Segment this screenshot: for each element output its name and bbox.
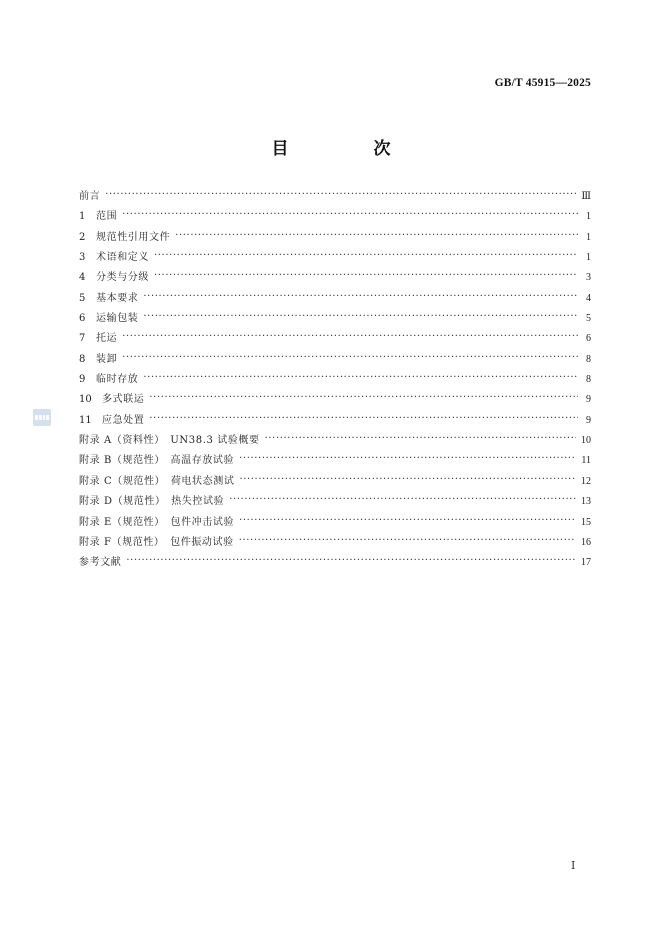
toc-entry-label: 附录 B（规范性） 高温存放试验	[79, 455, 235, 467]
toc-entry-number: 9	[79, 374, 86, 386]
toc-entry-page: 9	[586, 414, 591, 426]
toc-entry-page: 1	[586, 252, 591, 264]
toc-entry-5[interactable]	[79, 289, 591, 309]
toc-entry-label: 基本要求	[96, 292, 139, 304]
toc-entry-label: 术语和定义	[96, 252, 149, 264]
toc-entry-foreword[interactable]	[79, 187, 591, 207]
toc-leader-dots	[239, 474, 576, 484]
toc-entry-page: 4	[586, 292, 591, 304]
toc-leader-dots	[239, 453, 576, 463]
toc-leader-dots	[122, 209, 578, 219]
toc-entry-2[interactable]	[79, 228, 591, 248]
toc-leader-dots	[175, 230, 578, 240]
toc-entry-10[interactable]	[79, 390, 591, 410]
watermark-stamp	[33, 409, 51, 426]
toc-leader-dots	[229, 494, 576, 504]
toc-entry-9[interactable]	[79, 370, 591, 390]
toc-entry-bibliography[interactable]	[79, 553, 591, 573]
toc-leader-dots	[154, 270, 578, 280]
toc-entry-page: 1	[586, 231, 591, 243]
toc-entry-number: 10	[79, 394, 92, 406]
toc-entry-1[interactable]	[79, 207, 591, 227]
toc-leader-dots	[149, 413, 578, 423]
toc-entry-page: 8	[586, 353, 591, 365]
toc-entry-label: 参考文献	[79, 557, 122, 569]
toc-entry-label: 装卸	[96, 353, 118, 365]
toc-entry-page: 5	[586, 313, 591, 325]
toc-entry-page: 10	[581, 435, 591, 447]
toc-entry-page: 8	[586, 374, 591, 386]
toc-leader-dots	[239, 515, 576, 525]
toc-entry-page: Ⅲ	[581, 191, 591, 202]
toc-entry-label: 附录 A（资料性） UN38.3 试验概要	[79, 435, 260, 447]
toc-entry-number: 3	[79, 252, 86, 264]
toc-leader-dots	[105, 189, 576, 199]
toc-entry-page: 1	[586, 211, 591, 223]
toc-entry-number: 2	[79, 231, 86, 243]
toc-entry-page: 17	[581, 557, 591, 569]
toc-entry-label: 附录 F（规范性） 包件振动试验	[79, 536, 234, 548]
toc-entry-8[interactable]	[79, 350, 591, 370]
toc-leader-dots	[143, 291, 578, 301]
table-of-contents	[79, 187, 591, 574]
toc-leader-dots	[143, 311, 578, 321]
toc-entry-number: 6	[79, 313, 86, 325]
toc-entry-label: 多式联运	[102, 394, 145, 406]
toc-entry-6[interactable]	[79, 309, 591, 329]
toc-entry-label: 前言	[79, 191, 101, 202]
toc-entry-number: 1	[79, 211, 86, 223]
page-number: Ⅰ	[571, 860, 576, 872]
toc-entry-7[interactable]	[79, 329, 591, 349]
toc-entry-label: 范围	[96, 211, 118, 223]
toc-entry-number: 11	[79, 414, 92, 426]
toc-entry-label: 分类与分级	[96, 272, 149, 284]
toc-entry-annex-b[interactable]	[79, 451, 591, 471]
toc-leader-dots	[126, 555, 576, 565]
toc-entry-page: 13	[581, 496, 591, 508]
toc-entry-label: 运输包装	[96, 313, 139, 325]
toc-entry-annex-a[interactable]	[79, 431, 591, 451]
toc-entry-page: 11	[581, 455, 591, 467]
toc-entry-annex-e[interactable]	[79, 513, 591, 533]
toc-entry-11[interactable]	[79, 411, 591, 431]
toc-entry-label: 临时存放	[96, 374, 139, 386]
watermark-stamp-glyph	[35, 414, 49, 421]
toc-entry-annex-c[interactable]	[79, 472, 591, 492]
toc-entry-3[interactable]	[79, 248, 591, 268]
toc-entry-annex-d[interactable]	[79, 492, 591, 512]
toc-entry-number: 4	[79, 272, 86, 284]
toc-entry-number: 7	[79, 333, 86, 345]
toc-entry-page: 3	[586, 272, 591, 284]
toc-entry-page: 12	[581, 475, 591, 487]
toc-entry-annex-f[interactable]	[79, 533, 591, 553]
toc-entry-number: 8	[79, 353, 86, 365]
toc-entry-page: 6	[586, 333, 591, 345]
toc-leader-dots	[122, 352, 578, 362]
toc-entry-4[interactable]	[79, 268, 591, 288]
toc-entry-label: 附录 C（规范性） 荷电状态测试	[79, 475, 235, 487]
toc-entry-page: 16	[581, 536, 591, 548]
toc-entry-page: 9	[586, 394, 591, 406]
toc-entry-label: 应急处置	[102, 414, 145, 426]
toc-leader-dots	[265, 433, 576, 443]
toc-entry-page: 15	[581, 516, 591, 528]
toc-entry-label: 附录 D（规范性） 热失控试验	[79, 496, 225, 508]
page-title: 目 次	[271, 139, 425, 159]
toc-entry-label: 规范性引用文件	[96, 231, 171, 243]
toc-leader-dots	[149, 392, 578, 402]
standard-number: GB/T 45915—2025	[494, 77, 591, 89]
toc-entry-label: 附录 E（规范性） 包件冲击试验	[79, 516, 235, 528]
toc-leader-dots	[239, 535, 576, 545]
toc-leader-dots	[154, 250, 578, 260]
toc-leader-dots	[122, 331, 578, 341]
toc-leader-dots	[143, 372, 578, 382]
toc-entry-label: 托运	[96, 333, 118, 345]
toc-entry-number: 5	[79, 292, 86, 304]
